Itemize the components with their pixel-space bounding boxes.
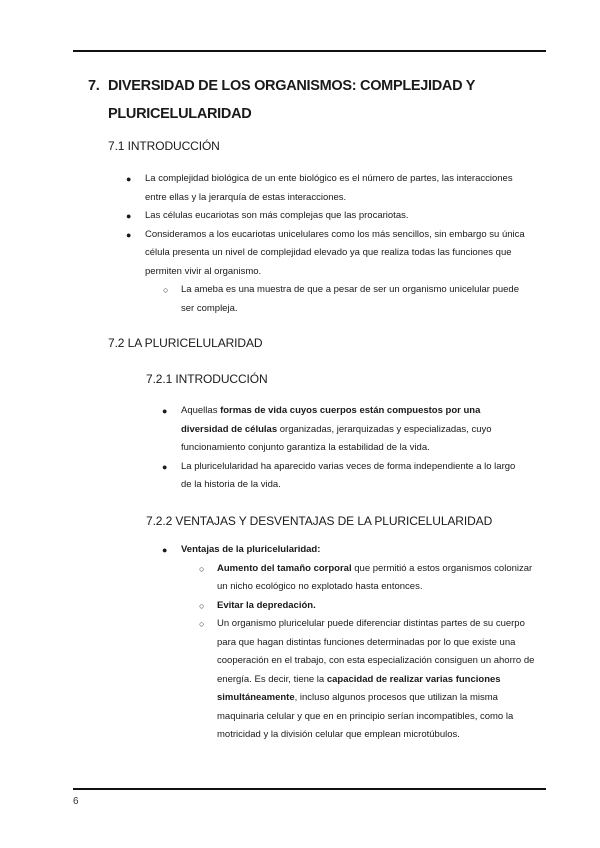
- list-item: [162, 458, 526, 495]
- sub-list: [199, 560, 537, 745]
- bold-text: Evitar la depredación.: [217, 599, 316, 611]
- bullet-icon: ●: [126, 174, 132, 184]
- sub-list-item: [199, 615, 537, 745]
- bullet-icon: ●: [162, 406, 168, 416]
- list-item: [126, 170, 530, 207]
- bold-text: formas de vida cuyos cuerpos están compuestos por una diversidad de células: [181, 405, 481, 435]
- chapter-heading: [88, 72, 488, 128]
- bullet-icon: ●: [162, 545, 168, 555]
- chapter-number: 7.: [88, 78, 100, 94]
- section-7-1-heading: 7.1 INTRODUCCIÓN: [108, 139, 220, 153]
- list-item-text: , incluso algunos procesos que utilizan la misma maquinaria celular y que en en principio serían incompatibles, como la motricidad y la división celular que emplean microtúbulos.: [217, 692, 514, 740]
- circle-bullet-icon: ○: [199, 563, 205, 574]
- list-item-text: que permitió a estos organismos colonizar un nicho ecológico no explotado hasta entonces.: [217, 562, 533, 592]
- top-rule: [73, 50, 546, 52]
- list-item: [126, 226, 530, 319]
- list-item-text: Aquellas: [181, 405, 221, 416]
- list-item-text: Consideramos a los eucariotas unicelulares como los más sencillos, sin embargo su única célula presenta un nivel de complejidad elevado ya que realiza todas las funciones que permiten vivir al organismo.: [145, 228, 525, 277]
- circle-bullet-icon: ○: [163, 285, 169, 295]
- list-item: [162, 541, 535, 745]
- sub-list-item: [163, 281, 530, 318]
- list-item: [126, 207, 530, 226]
- section-7-2-1-list: [162, 402, 526, 495]
- list-item: [162, 402, 526, 458]
- chapter-title: DIVERSIDAD DE LOS ORGANISMOS: COMPLEJIDAD Y PLURICELULARIDAD: [108, 78, 475, 122]
- bold-text: capacidad de realizar varias funciones simultáneamente: [217, 673, 501, 703]
- list-item-text: organizadas, jerarquizadas y especializadas, cuyo funcionamiento conjunto garantiza la estabilidad de la vida.: [181, 423, 492, 453]
- bottom-rule: [73, 788, 546, 790]
- bullet-icon: ●: [126, 229, 132, 240]
- list-item-text: La pluricelularidad ha aparecido varias veces de forma independiente a lo largo de la historia de la vida.: [181, 460, 516, 490]
- section-7-2-2-heading: 7.2.2 VENTAJAS Y DESVENTAJAS DE LA PLURICELULARIDAD: [146, 514, 493, 528]
- list-item-text: La ameba es una muestra de que a pesar de ser un organismo unicelular puede ser compleja.: [181, 284, 519, 314]
- bold-text: Aumento del tamaño corporal: [217, 562, 352, 574]
- sub-list-item: [199, 560, 537, 597]
- bullet-icon: ●: [162, 461, 168, 472]
- section-7-1-list: [126, 170, 530, 318]
- circle-bullet-icon: ○: [199, 600, 205, 611]
- section-7-2-2-list: [162, 541, 535, 745]
- section-7-2-1-heading: 7.2.1 INTRODUCCIÓN: [146, 372, 268, 386]
- sub-list-item: [199, 597, 537, 616]
- circle-bullet-icon: ○: [199, 619, 205, 629]
- list-item-text: Las células eucariotas son más complejas que las procariotas.: [145, 210, 409, 221]
- bullet-icon: ●: [126, 211, 132, 221]
- bold-text: Ventajas de la pluricelularidad:: [181, 544, 321, 555]
- page-number: 6: [73, 796, 79, 807]
- section-7-2-heading: 7.2 LA PLURICELULARIDAD: [108, 336, 263, 350]
- list-item-text: La complejidad biológica de un ente biológico es el número de partes, las interacciones entre ellas y la jerarquía de estas interacciones.: [145, 173, 513, 203]
- list-item-text: Un organismo pluricelular puede diferenciar distintas partes de su cuerpo para que hagan distintas funciones determinadas por lo que existe una cooperación en el trabajo, con esta especialización consiguen un ahorro de energía. Es decir, tiene la: [217, 618, 535, 685]
- sub-list: [163, 281, 530, 318]
